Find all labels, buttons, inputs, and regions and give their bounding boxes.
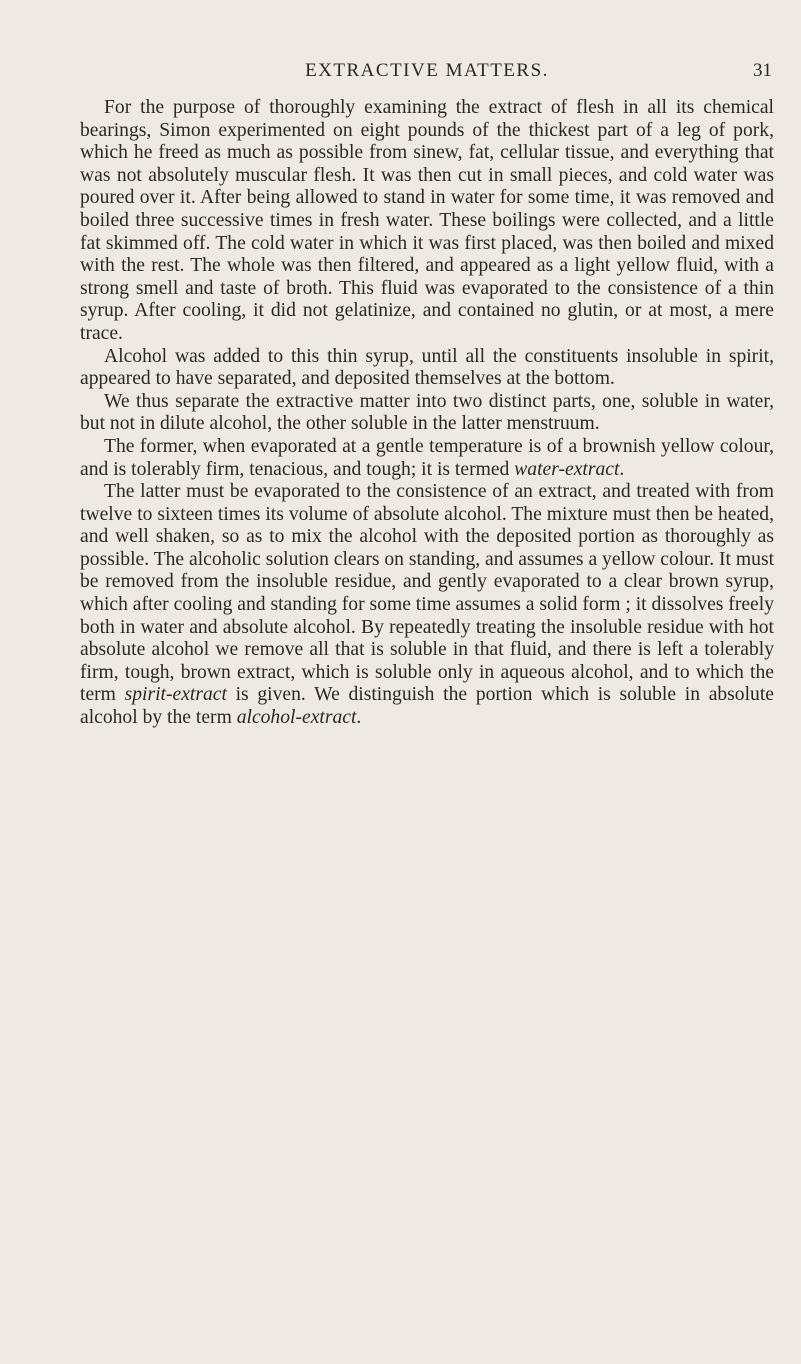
paragraph-alcohol-added: Alcohol was added to this thin syrup, until all the constituents insoluble in spirit, appeared to have separated, and deposited themselves at the bottom. <box>80 345 774 390</box>
paragraph-text: is given. We distinguish the portion which is soluble in absolute alcohol by the term <box>80 684 774 729</box>
running-head <box>80 60 774 86</box>
running-title: EXTRACTIVE MATTERS. <box>305 60 549 81</box>
paragraph-water-extract <box>80 436 774 481</box>
page-number: 31 <box>753 60 772 81</box>
paragraph-text: The latter must be evaporated to the consistence of an extract, and treated with from twelve to sixteen times its volume of absolute alcohol. The mixture must then be heated, and well shaken, so as to mix the alcohol with the deposited portion as thoroughly as possible. The alcoholic solution clears on standing, and assumes a yellow colour. It must be removed from the insoluble residue, and gently evaporated to a clear brown syrup, which after cooling and standing for some time assumes a solid form ; it dissolves freely both in water and absolute alcohol. By repeatedly treating the insoluble residue with hot absolute alcohol we remove all that is soluble in that fluid, and there is left a tolerably firm, tough, brown extract, which is soluble only in aqueous alcohol, and to which the term <box>80 481 775 706</box>
paragraph-two-parts: We thus separate the extractive matter into two distinct parts, one, soluble in water, but not in dilute alcohol, the other soluble in the latter menstruum. <box>80 390 774 435</box>
paragraph-flesh-extract: For the purpose of thoroughly examining the extract of flesh in all its chemical bearings, Simon experimented on eight pounds of the thickest part of a leg of pork, which he freed as much as possible from sinew, fat, cellular tissue, and everything that was not absolutely muscular flesh. It was then cut in small pieces, and cold water was poured over it. After being allowed to stand in water for some time, it was removed and boiled three successive times in fresh water. These boilings were collected, and a little fat skimmed off. The cold water in which it was first placed, was then boiled and mixed with the rest. The whole was then filtered, and appeared as a light yellow fluid, with a strong smell and taste of broth. This fluid was evaporated to the consistence of a thin syrup. After cooling, it did not gelatinize, and contained no glutin, or at most, a mere trace. <box>80 97 774 344</box>
body-text <box>80 97 774 730</box>
paragraph-text: The former, when evaporated at a gentle temperature is of a brownish yellow colour, and is tolerably firm, tenacious, and tough; it is termed <box>80 435 774 480</box>
paragraph-spirit-extract <box>80 481 774 730</box>
paragraph-text: . <box>619 458 625 480</box>
paragraph-text: . <box>356 707 362 729</box>
term-spirit-extract: spirit-extract <box>124 684 227 706</box>
term-water-extract: water-extract <box>514 458 620 480</box>
term-alcohol-extract: alcohol-extract <box>236 707 357 729</box>
